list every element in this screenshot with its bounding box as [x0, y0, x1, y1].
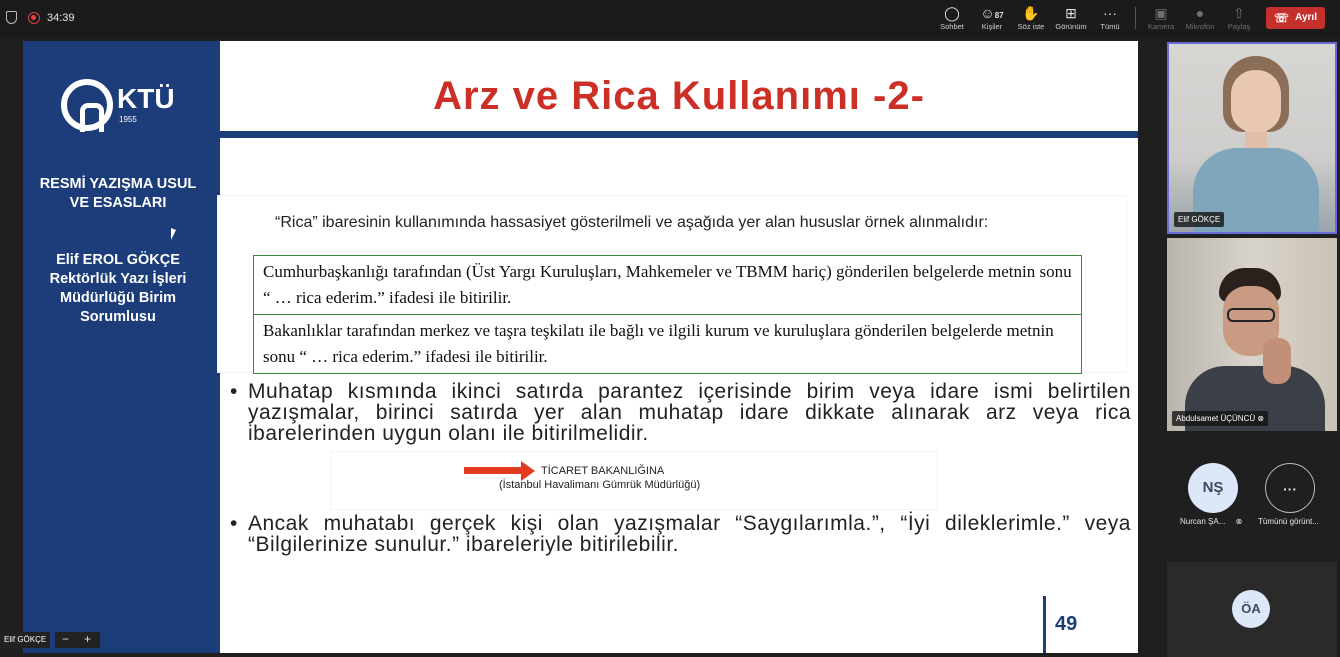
mouse-cursor-icon [171, 228, 176, 240]
zoom-in-button[interactable]: + [84, 632, 92, 646]
slide-sidebar [23, 41, 220, 653]
show-all-label: Tümünü görünt... [1258, 517, 1319, 526]
zoom-out-button[interactable]: − [62, 632, 70, 646]
example-recipient: TİCARET BAKANLIĞINA [541, 465, 665, 477]
document-excerpt [218, 196, 1126, 372]
more-button[interactable]: ··· Tümü [1088, 4, 1132, 34]
show-all-participants-button[interactable]: ··· [1265, 463, 1315, 513]
recording-icon [28, 12, 40, 24]
phone-hangup-icon: ☏ [1274, 11, 1290, 25]
list-item: • Ancak muhatabı gerçek kişi olan yazışmalar “Saygılarımla.”, “İyi dileklerimle.” veya “Bilgilerinize sunulur.” ibareleriyle bitirilebilir. [230, 512, 1131, 556]
table-row: Bakanlıklar tarafından merkez ve taşra teşkilatı ile bağlı ve ilgili kurum ve kuruluşlara gönderilen belgelerde metnin sonu “ … rica ederim.” ifadesi ile bitirilir. [254, 314, 1081, 373]
mic-muted-icon: ⊗ [1235, 517, 1243, 526]
slide-course-title: RESMİ YAZIŞMA USUL VE ESASLARI [39, 176, 197, 211]
page-number: 49 [1055, 613, 1078, 635]
shield-icon [6, 11, 17, 24]
excerpt-intro: “Rica” ibaresinin kullanımında hassasiyet gösterilmeli ve aşağıda yer alan hususlar örnek alınmalıdır: [275, 214, 989, 231]
participant-avatar[interactable]: NŞ [1188, 463, 1238, 513]
example-image [331, 452, 937, 509]
participant-video [1231, 70, 1281, 132]
mic-off-icon: ● [1195, 5, 1205, 21]
zoom-control [55, 632, 100, 648]
more-icon: ··· [1103, 5, 1117, 21]
ktu-logo: KTÜ 1955 [61, 79, 181, 135]
raise-hand-icon: ✋ [1022, 5, 1040, 21]
arrow-icon [464, 467, 522, 474]
title-divider [220, 131, 1138, 138]
page-number-bar [1043, 596, 1046, 653]
layout-button[interactable]: ⊞ Görünüm [1049, 4, 1093, 34]
people-icon: ☺87 [980, 5, 1004, 21]
share-button[interactable]: ⇧ Paylaş [1217, 4, 1261, 34]
excerpt-table [253, 255, 1082, 374]
chat-button[interactable]: ◯ Sohbet [930, 4, 974, 34]
chat-icon: ◯ [944, 5, 960, 21]
toolbar-divider [1135, 7, 1136, 29]
meeting-timer: 34:39 [47, 12, 75, 24]
people-button[interactable]: ☺87 Kişiler [970, 4, 1014, 34]
meeting-toolbar [0, 0, 1340, 38]
table-row: Cumhurbaşkanlığı tarafından (Üst Yargı Kuruluşları, Mahkemeler ve TBMM hariç) gönderilen belgelerde metnin sonu “ … rica ederim.” ifadesi ile bitirilir. [263, 262, 1072, 307]
camera-button[interactable]: ▣ Kamera [1139, 4, 1183, 34]
leave-button[interactable]: ☏ Ayrıl [1266, 7, 1325, 29]
microphone-button[interactable]: ● Mikrofon [1178, 4, 1222, 34]
list-item: • Muhatap kısmında ikinci satırda parantez içerisinde birim veya idare ismi belirtilen yazışmalar, birinci satırda yer alan muhatap idare dikkate alınarak arz veya rica ibarelerinden uygun olanı ile bitirilmelidir. [230, 380, 1131, 445]
shared-slide [23, 41, 1138, 653]
participant-name: Elif GÖKÇE [1174, 212, 1224, 227]
raise-hand-button[interactable]: ✋ Söz iste [1009, 4, 1053, 34]
share-icon: ⇧ [1233, 5, 1245, 21]
example-subunit: (İstanbul Havalimanı Gümrük Müdürlüğü) [499, 479, 701, 491]
bullet-list [226, 513, 1131, 555]
layout-icon: ⊞ [1065, 5, 1077, 21]
mic-muted-icon: ⊗ [1257, 414, 1265, 423]
participant-name: Abdulsamet ÜÇÜNCÜ ⊗ [1172, 411, 1268, 426]
participant-name: Nurcan ŞA... ⊗ [1180, 517, 1243, 526]
slide-author: Elif EROL GÖKÇE Rektörlük Yazı İşleri Müdürlüğü Birim Sorumlusu [49, 252, 187, 325]
presenter-label: Elif GÖKÇE [0, 632, 50, 648]
logo-mark-icon [61, 79, 113, 131]
bullet-list [226, 381, 1131, 444]
slide-title: Arz ve Rica Kullanımı -2- [433, 74, 925, 118]
participant-avatar[interactable]: ÖA [1232, 590, 1270, 628]
participant-video-tile[interactable] [1167, 42, 1337, 234]
camera-off-icon: ▣ [1154, 5, 1168, 21]
participant-video-tile[interactable] [1167, 238, 1337, 431]
